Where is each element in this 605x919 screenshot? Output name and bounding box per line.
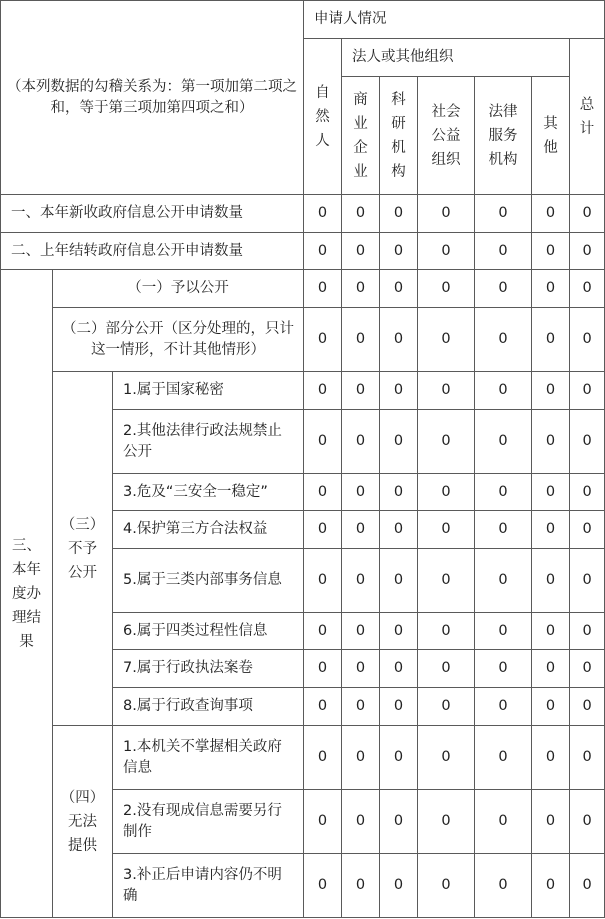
cell-value: 0 — [418, 790, 475, 854]
cell-value: 0 — [418, 308, 475, 372]
cell-value: 0 — [475, 372, 532, 410]
cell-value: 0 — [570, 308, 605, 372]
cell-value: 0 — [380, 372, 418, 410]
cell-value: 0 — [532, 195, 570, 233]
cell-value: 0 — [380, 549, 418, 613]
cell-value: 0 — [304, 854, 342, 918]
cell-value: 0 — [532, 613, 570, 650]
corporate-group-header: 法人或其他组织 — [342, 39, 570, 77]
col-commercial-enterprise: 商 业 企 业 — [342, 77, 380, 195]
cell-value: 0 — [380, 233, 418, 270]
cell-value: 0 — [475, 688, 532, 726]
cell-value: 0 — [304, 410, 342, 474]
col-legal-service-org: 法律 服务 机构 — [475, 77, 532, 195]
cell-value: 0 — [342, 308, 380, 372]
cell-value: 0 — [418, 511, 475, 549]
cell-value: 0 — [532, 372, 570, 410]
cell-value: 0 — [304, 726, 342, 790]
cell-value: 0 — [475, 790, 532, 854]
cell-value: 0 — [475, 270, 532, 308]
row-label: （二）部分公开（区分处理的，只计这一情形，不计其他情形） — [62, 320, 295, 358]
cell-value: 0 — [380, 410, 418, 474]
cell-value: 0 — [304, 650, 342, 688]
cell-value: 0 — [342, 688, 380, 726]
row-label: 3.补正后申请内容仍不明确 — [113, 854, 304, 918]
cell-value: 0 — [475, 854, 532, 918]
cell-value: 0 — [380, 613, 418, 650]
cell-value: 0 — [532, 790, 570, 854]
cell-value: 0 — [418, 854, 475, 918]
cell-value: 0 — [570, 790, 605, 854]
cell-value: 0 — [418, 474, 475, 511]
cell-value: 0 — [304, 549, 342, 613]
cell-value: 0 — [418, 613, 475, 650]
table-row — [1, 195, 605, 233]
cell-value: 0 — [570, 726, 605, 790]
table-row — [1, 270, 605, 308]
cell-value: 0 — [304, 233, 342, 270]
row-label: 二、上年结转政府信息公开申请数量 — [1, 233, 304, 270]
col-other: 其 他 — [532, 77, 570, 195]
cell-value: 0 — [532, 410, 570, 474]
section-3-label: 三、 本年 度办 理结 果 — [1, 270, 53, 918]
cell-value: 0 — [475, 726, 532, 790]
row-label: 2.其他法律行政法规禁止公开 — [113, 410, 304, 474]
cell-value: 0 — [532, 233, 570, 270]
table-row — [1, 372, 605, 410]
cell-value: 0 — [418, 195, 475, 233]
cell-value: 0 — [342, 270, 380, 308]
cell-value: 0 — [570, 613, 605, 650]
cell-value: 0 — [380, 474, 418, 511]
cell-value: 0 — [532, 688, 570, 726]
cell-value: 0 — [475, 474, 532, 511]
cell-value: 0 — [418, 549, 475, 613]
cell-value: 0 — [532, 650, 570, 688]
cell-value: 0 — [342, 474, 380, 511]
row-label: 4.保护第三方合法权益 — [113, 511, 304, 549]
cell-value: 0 — [380, 270, 418, 308]
cell-value: 0 — [380, 308, 418, 372]
applicant-situation-header: 申请人情况 — [304, 1, 605, 39]
row-label: （一）予以公开 — [53, 270, 304, 308]
cell-value: 0 — [342, 410, 380, 474]
row-label: 6.属于四类过程性信息 — [113, 613, 304, 650]
cell-value: 0 — [380, 195, 418, 233]
cell-value: 0 — [570, 195, 605, 233]
row-label-cell — [53, 308, 304, 372]
cell-value: 0 — [342, 854, 380, 918]
cell-value: 0 — [475, 195, 532, 233]
col-natural-person: 自 然 人 — [304, 39, 342, 195]
cell-value: 0 — [570, 688, 605, 726]
group-3-label: （三） 不予 公开 — [53, 372, 113, 726]
cell-value: 0 — [342, 726, 380, 790]
cell-value: 0 — [418, 688, 475, 726]
col-public-welfare-org: 社会 公益 组织 — [418, 77, 475, 195]
cell-value: 0 — [342, 511, 380, 549]
cell-value: 0 — [342, 650, 380, 688]
cell-value: 0 — [532, 726, 570, 790]
cell-value: 0 — [342, 195, 380, 233]
cell-value: 0 — [380, 511, 418, 549]
cell-value: 0 — [418, 233, 475, 270]
cell-value: 0 — [304, 613, 342, 650]
cell-value: 0 — [380, 650, 418, 688]
cell-value: 0 — [342, 613, 380, 650]
row-label: 7.属于行政执法案卷 — [113, 650, 304, 688]
row-label: 2.没有现成信息需要另行制作 — [113, 790, 304, 854]
cell-value: 0 — [380, 688, 418, 726]
cell-value: 0 — [570, 270, 605, 308]
cell-value: 0 — [304, 688, 342, 726]
row-label: 5.属于三类内部事务信息 — [113, 549, 304, 613]
cell-value: 0 — [304, 474, 342, 511]
cell-value: 0 — [475, 549, 532, 613]
row-label: 8.属于行政查询事项 — [113, 688, 304, 726]
cell-value: 0 — [570, 650, 605, 688]
cell-value: 0 — [418, 650, 475, 688]
cell-value: 0 — [304, 270, 342, 308]
cell-value: 0 — [380, 854, 418, 918]
cell-value: 0 — [532, 511, 570, 549]
cell-value: 0 — [475, 613, 532, 650]
cell-value: 0 — [304, 511, 342, 549]
cell-value: 0 — [475, 233, 532, 270]
cell-value: 0 — [418, 270, 475, 308]
table-row — [1, 308, 605, 372]
cell-value: 0 — [570, 474, 605, 511]
table-row — [1, 233, 605, 270]
cell-value: 0 — [570, 549, 605, 613]
col-total: 总 计 — [570, 39, 605, 195]
cell-value: 0 — [570, 233, 605, 270]
cell-value: 0 — [532, 474, 570, 511]
cell-value: 0 — [342, 372, 380, 410]
cell-value: 0 — [532, 549, 570, 613]
cell-value: 0 — [475, 511, 532, 549]
cell-value: 0 — [532, 854, 570, 918]
table-row — [1, 726, 605, 790]
cell-value: 0 — [304, 308, 342, 372]
row-label: 1.本机关不掌握相关政府信息 — [113, 726, 304, 790]
cell-value: 0 — [342, 790, 380, 854]
cell-value: 0 — [570, 511, 605, 549]
cell-value: 0 — [475, 308, 532, 372]
row-label: 一、本年新收政府信息公开申请数量 — [1, 195, 304, 233]
cell-value: 0 — [570, 372, 605, 410]
cell-value: 0 — [342, 549, 380, 613]
row-label: 1.属于国家秘密 — [113, 372, 304, 410]
cell-value: 0 — [570, 854, 605, 918]
col-research-institution: 科 研 机 构 — [380, 77, 418, 195]
group-4-label: （四） 无法 提供 — [53, 726, 113, 918]
cell-value: 0 — [304, 790, 342, 854]
cell-value: 0 — [380, 726, 418, 790]
cell-value: 0 — [475, 410, 532, 474]
row-label: 3.危及“三安全一稳定” — [113, 474, 304, 511]
cell-value: 0 — [342, 233, 380, 270]
cell-value: 0 — [304, 372, 342, 410]
cell-value: 0 — [380, 790, 418, 854]
cell-value: 0 — [532, 308, 570, 372]
cell-value: 0 — [475, 650, 532, 688]
cell-value: 0 — [532, 270, 570, 308]
cell-value: 0 — [304, 195, 342, 233]
header-note-cell — [1, 1, 304, 195]
cell-value: 0 — [418, 372, 475, 410]
cell-value: 0 — [570, 410, 605, 474]
header-note: （本列数据的勾稽关系为：第一项加第二项之和，等于第三项加第四项之和） — [7, 78, 298, 116]
cell-value: 0 — [418, 410, 475, 474]
cell-value: 0 — [418, 726, 475, 790]
